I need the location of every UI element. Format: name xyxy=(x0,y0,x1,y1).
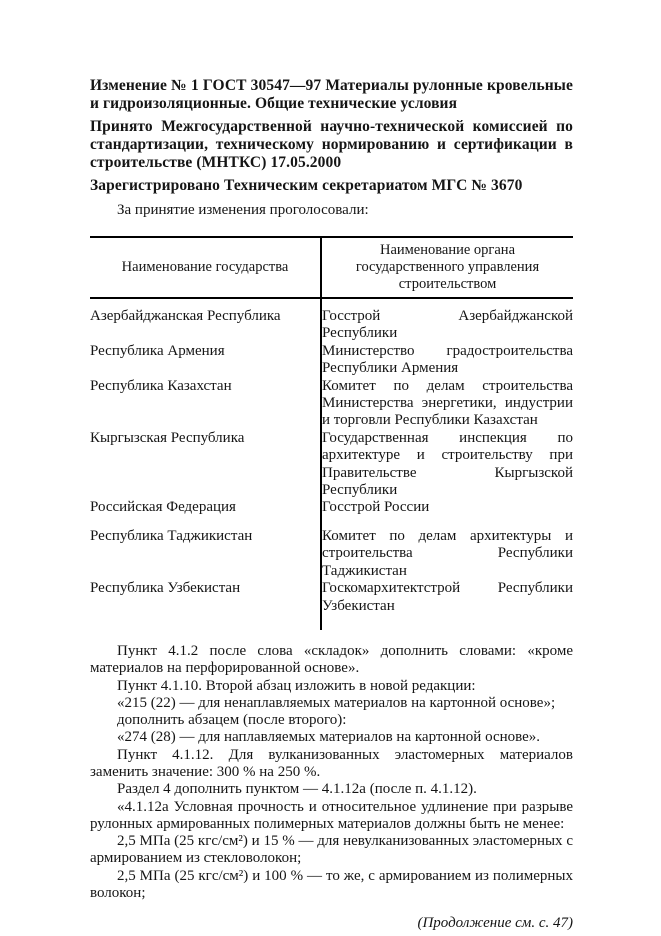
country-cell: Российская Федерация xyxy=(90,499,321,516)
amendment-paragraph: 2,5 МПа (25 кгс/см²) и 15 % — для невулканизованных эластомерных с армированием из стекловолокон; xyxy=(90,833,573,867)
amendment-paragraph: Пункт 4.1.2 после слова «складок» дополнить словами: «кроме материалов на перфорированной основе». xyxy=(90,642,573,677)
continuation-note: (Продолжение см. с. 47) xyxy=(417,915,573,932)
amendment-paragraph: дополнить абзацем (после второго): xyxy=(117,712,347,729)
agency-cell: Комитет по делам архитектуры и строительства Республики Таджикистан xyxy=(322,527,573,579)
agency-cell: Госкомархитектстрой Республики Узбекистан xyxy=(322,580,573,614)
amendment-paragraph: «215 (22) — для ненаплавляемых материалов на картонной основе»; xyxy=(117,694,556,711)
amendment-paragraph: 2,5 МПа (25 кгс/см²) и 100 % — то же, с армированием из полимерных волокон; xyxy=(90,867,573,902)
agency-cell: Комитет по делам строительства Министерства энергетики, индустрии и торговли Республики Казахстан xyxy=(322,377,573,429)
agency-cell: Министерство градостроительства Республики Армения xyxy=(322,342,573,377)
amendment-paragraph: Пункт 4.1.10. Второй абзац изложить в новой редакции: xyxy=(117,677,476,694)
country-cell: Республика Узбекистан xyxy=(90,580,321,630)
registered-note: Зарегистрировано Техническим секретариатом МГС № 3670 xyxy=(90,177,523,194)
votes-intro: За принятие изменения проголосовали: xyxy=(117,202,369,218)
country-cell: Республика Таджикистан xyxy=(90,517,321,580)
amendment-paragraph: Раздел 4 дополнить пунктом — 4.1.12а (после п. 4.1.12). xyxy=(117,781,477,798)
table-row xyxy=(90,298,573,343)
country-cell: Республика Казахстан xyxy=(90,378,321,430)
table-row xyxy=(90,580,573,630)
document-title: Изменение № 1 ГОСТ 30547—97 Материалы рулонные кровельные и гидроизоляционные. Общие технические условия xyxy=(90,77,573,112)
table-row xyxy=(90,430,573,500)
votes-table-body xyxy=(90,298,573,630)
column-header-agency: Наименование органа государственного управления строительством xyxy=(321,237,573,298)
country-cell: Азербайджанская Республика xyxy=(90,298,321,343)
agency-cell: Государственная инспекция по архитектуре и строительству при Правительстве Кыргызской Республики xyxy=(322,429,573,499)
document-header xyxy=(90,77,573,195)
column-header-country: Наименование государства xyxy=(90,237,321,298)
table-row xyxy=(90,517,573,580)
amendment-paragraph: Пункт 4.1.12. Для вулканизованных эластомерных материалов заменить значение: 300 % на 250 %. xyxy=(90,746,573,780)
amendment-paragraph: «4.1.12а Условная прочность и относительное удлинение при разрыве рулонных армированных полимерных материалов должны быть не менее: xyxy=(90,798,573,832)
amendment-paragraph: «274 (28) — для наплавляемых материалов на картонной основе». xyxy=(117,729,541,746)
table-row xyxy=(90,378,573,430)
country-cell: Кыргызская Республика xyxy=(90,430,321,500)
amendments-section xyxy=(90,643,573,902)
accepted-by-note: Принято Межгосударственной научно-технической комиссией по стандартизации, техническому нормированию и сертификации в строительстве (МНТКС) 17.05.2000 xyxy=(90,118,573,171)
agency-cell: Госстрой Азербайджанской Республики xyxy=(322,308,573,342)
page-content xyxy=(90,77,573,932)
agency-cell: Госстрой России xyxy=(322,499,430,516)
votes-table xyxy=(90,236,573,630)
country-cell: Республика Армения xyxy=(90,343,321,378)
table-row xyxy=(90,499,573,516)
header-row xyxy=(90,237,573,298)
votes-table-head xyxy=(90,237,573,298)
table-row xyxy=(90,343,573,378)
